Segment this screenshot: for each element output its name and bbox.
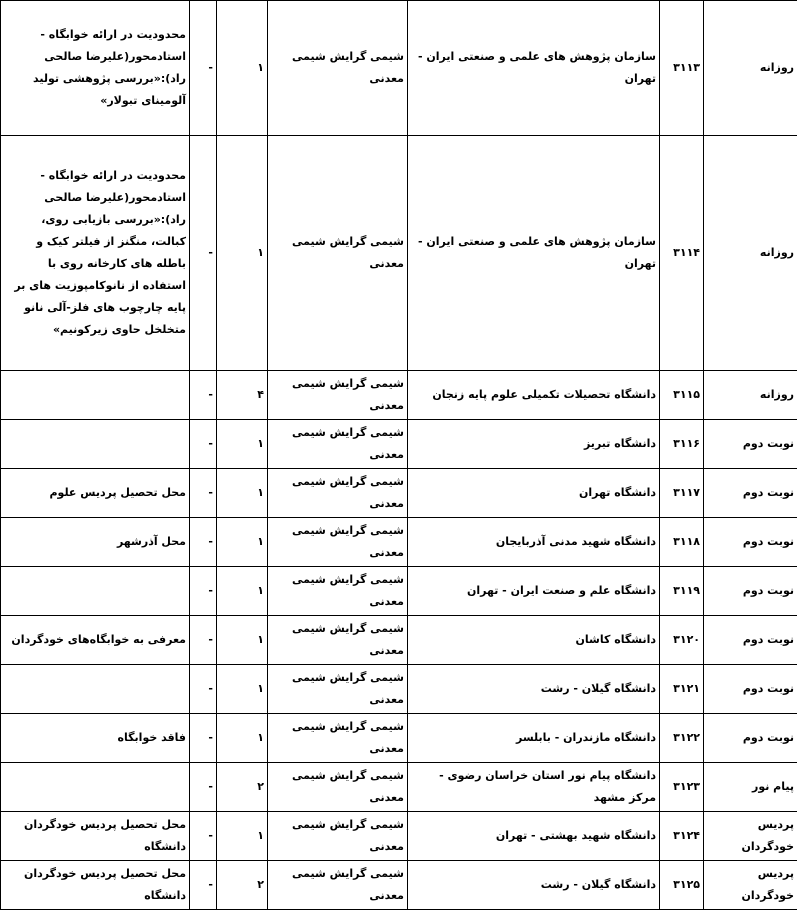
table-row [1,714,797,763]
cell-university: دانشگاه شهید مدنی آذربایجان [408,518,660,567]
cell-code: ۳۱۲۵ [660,861,704,910]
cell-note [1,567,190,616]
cell-capacity: ۲ [217,763,268,812]
cell-capacity: ۱ [217,812,268,861]
cell-university: دانشگاه شهید بهشتی - تهران [408,812,660,861]
cell-field: شیمی گرایش شیمی معدنی [268,616,408,665]
cell-type: پردیس خودگردان [704,812,797,861]
cell-capacity: ۱ [217,420,268,469]
table-row [1,812,797,861]
table-row [1,1,797,136]
cell-type: پردیس خودگردان [704,861,797,910]
cell-university: دانشگاه پیام نور استان خراسان رضوی - مرکز مشهد [408,763,660,812]
cell-capacity: ۱ [217,665,268,714]
cell-capacity: ۴ [217,371,268,420]
cell-capacity: ۱ [217,714,268,763]
cell-type: نوبت دوم [704,469,797,518]
cell-code: ۳۱۱۹ [660,567,704,616]
cell-note: محدودیت در ارائه خوابگاه - استادمحور(علیرضا صالحی راد):«بررسی پژوهشی تولید آلومینای تبولار» [1,1,190,136]
cell-note [1,665,190,714]
cell-type: نوبت دوم [704,714,797,763]
cell-quota: - [190,812,217,861]
cell-field: شیمی گرایش شیمی معدنی [268,665,408,714]
cell-field: شیمی گرایش شیمی معدنی [268,420,408,469]
table-row [1,136,797,371]
cell-note: محل تحصیل پردیس علوم [1,469,190,518]
cell-capacity: ۲ [217,861,268,910]
cell-university: دانشگاه گیلان - رشت [408,861,660,910]
cell-field: شیمی گرایش شیمی معدنی [268,861,408,910]
cell-university: دانشگاه علم و صنعت ایران - تهران [408,567,660,616]
cell-code: ۳۱۱۵ [660,371,704,420]
cell-code: ۳۱۱۶ [660,420,704,469]
cell-note: محدودیت در ارائه خوابگاه - استادمحور(علیرضا صالحی راد):«بررسی بازیابی روی، کبالت، منگنز از فیلتر کیک و باطله های کارخانه روی با استفاده از نانوکامپوزیت های بر پایه چارچوب های فلز-آلی نانو متخلخل حاوی زیرکونیم» [1,136,190,371]
cell-university: سازمان پژوهش های علمی و صنعتی ایران - تهران [408,1,660,136]
cell-code: ۳۱۱۳ [660,1,704,136]
cell-quota: - [190,469,217,518]
cell-field: شیمی گرایش شیمی معدنی [268,1,408,136]
table-row [1,518,797,567]
cell-university: دانشگاه مازندران - بابلسر [408,714,660,763]
cell-quota: - [190,616,217,665]
cell-code: ۳۱۲۰ [660,616,704,665]
cell-quota: - [190,714,217,763]
cell-university: دانشگاه کاشان [408,616,660,665]
cell-field: شیمی گرایش شیمی معدنی [268,812,408,861]
cell-note: فاقد خوابگاه [1,714,190,763]
cell-capacity: ۱ [217,136,268,371]
cell-capacity: ۱ [217,469,268,518]
cell-university: سازمان پژوهش های علمی و صنعتی ایران - تهران [408,136,660,371]
cell-note: محل تحصیل پردیس خودگردان دانشگاه [1,861,190,910]
cell-university: دانشگاه گیلان - رشت [408,665,660,714]
cell-university: دانشگاه تهران [408,469,660,518]
cell-quota: - [190,665,217,714]
table-row [1,861,797,910]
cell-type: نوبت دوم [704,567,797,616]
cell-field: شیمی گرایش شیمی معدنی [268,469,408,518]
cell-type: پیام نور [704,763,797,812]
cell-capacity: ۱ [217,567,268,616]
cell-university: دانشگاه تبریز [408,420,660,469]
cell-field: شیمی گرایش شیمی معدنی [268,763,408,812]
table-row [1,665,797,714]
cell-quota: - [190,518,217,567]
cell-quota: - [190,420,217,469]
cell-quota: - [190,567,217,616]
cell-capacity: ۱ [217,518,268,567]
cell-code: ۳۱۲۱ [660,665,704,714]
table-row [1,567,797,616]
cell-note: محل آذرشهر [1,518,190,567]
cell-quota: - [190,763,217,812]
cell-code: ۳۱۱۸ [660,518,704,567]
table-row [1,469,797,518]
cell-quota: - [190,371,217,420]
table-row [1,420,797,469]
cell-note [1,371,190,420]
table-row [1,371,797,420]
cell-field: شیمی گرایش شیمی معدنی [268,518,408,567]
cell-field: شیمی گرایش شیمی معدنی [268,136,408,371]
cell-capacity: ۱ [217,616,268,665]
cell-type: روزانه [704,1,797,136]
cell-field: شیمی گرایش شیمی معدنی [268,567,408,616]
cell-field: شیمی گرایش شیمی معدنی [268,714,408,763]
cell-capacity: ۱ [217,1,268,136]
cell-code: ۳۱۱۷ [660,469,704,518]
cell-note [1,763,190,812]
cell-note: محل تحصیل پردیس خودگردان دانشگاه [1,812,190,861]
cell-field: شیمی گرایش شیمی معدنی [268,371,408,420]
cell-code: ۳۱۲۳ [660,763,704,812]
cell-type: نوبت دوم [704,665,797,714]
cell-note: معرفی به خوابگاه‌های خودگردان [1,616,190,665]
cell-quota: - [190,861,217,910]
cell-type: نوبت دوم [704,420,797,469]
cell-type: روزانه [704,136,797,371]
cell-type: روزانه [704,371,797,420]
cell-code: ۳۱۲۲ [660,714,704,763]
table-row [1,763,797,812]
cell-type: نوبت دوم [704,518,797,567]
table-row [1,616,797,665]
cell-code: ۳۱۲۴ [660,812,704,861]
cell-type: نوبت دوم [704,616,797,665]
cell-code: ۳۱۱۴ [660,136,704,371]
cell-university: دانشگاه تحصیلات تکمیلی علوم پایه زنجان [408,371,660,420]
cell-quota: - [190,1,217,136]
cell-quota: - [190,136,217,371]
cell-note [1,420,190,469]
